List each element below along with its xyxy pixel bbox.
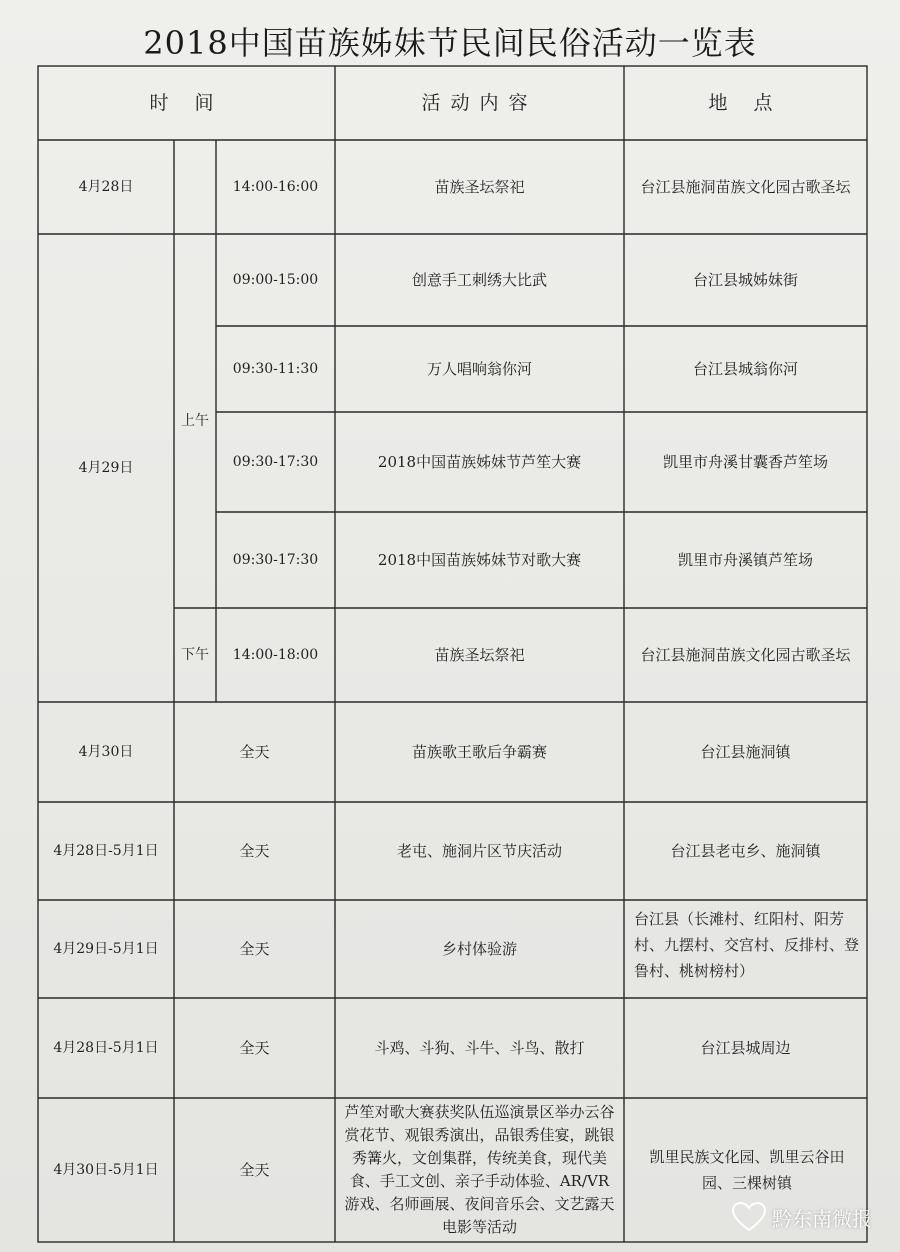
location-cell: 凯里市舟溪甘囊香芦笙场 bbox=[662, 453, 828, 471]
heart-logo-icon bbox=[732, 1202, 766, 1232]
header-location: 地 点 bbox=[708, 92, 783, 114]
watermark-text: 黔东南微报 bbox=[772, 1206, 872, 1231]
location-cell: 台江县老屯乡、施洞镇 bbox=[670, 842, 821, 860]
activity-cell: 斗鸡、斗狗、斗牛、斗鸟、散打 bbox=[374, 1039, 585, 1057]
date-cell: 4月28日-5月1日 bbox=[53, 843, 159, 859]
activity-cell: 万人唱响翁你河 bbox=[426, 360, 532, 378]
location-cell: 台江县施洞镇 bbox=[700, 743, 791, 761]
activity-cell: 苗族歌王歌后争霸赛 bbox=[411, 743, 547, 761]
time-cell: 09:30-11:30 bbox=[232, 361, 319, 377]
location-cell: 凯里民族文化园、凯里云谷田园、三棵树镇 bbox=[649, 1148, 845, 1192]
location-cell: 台江县（长滩村、红阳村、阳芳村、九摆村、交宫村、反排村、登鲁村、桃树榜村） bbox=[634, 910, 860, 980]
activity-cell: 老屯、施洞片区节庆活动 bbox=[396, 842, 562, 860]
time-cell: 14:00-18:00 bbox=[232, 647, 319, 663]
page-title: 2018中国苗族姊妹节民间民俗活动一览表 bbox=[143, 24, 757, 62]
date-cell: 4月30日 bbox=[78, 744, 134, 760]
date-cell: 4月29日-5月1日 bbox=[53, 941, 159, 957]
watermark bbox=[732, 1202, 872, 1232]
time-cell: 09:30-17:30 bbox=[232, 552, 319, 568]
period-cell-pm: 下午 bbox=[181, 647, 209, 663]
time-cell: 14:00-16:00 bbox=[232, 179, 319, 195]
activity-cell: 芦笙对歌大赛获奖队伍巡演景区举办云谷赏花节、观银秀演出，品银秀佳宴，跳银秀篝火，文创集群，传统美食，现代美食、手工文创、亲子手动体验、AR/VR游戏、名师画展、夜间音乐会、文艺露天电影等活动 bbox=[344, 1103, 615, 1236]
activity-cell: 2018中国苗族姊妹节芦笙大赛 bbox=[377, 453, 582, 471]
date-cell: 4月29日 bbox=[78, 460, 134, 476]
location-cell: 台江县城翁你河 bbox=[692, 360, 798, 378]
activity-cell: 乡村体验游 bbox=[441, 940, 517, 958]
activity-cell: 苗族圣坛祭祀 bbox=[434, 178, 525, 196]
time-cell: 全天 bbox=[239, 940, 270, 958]
header-time: 时 间 bbox=[149, 92, 224, 114]
activity-cell: 苗族圣坛祭祀 bbox=[434, 646, 525, 664]
location-cell: 凯里市舟溪镇芦笙场 bbox=[677, 551, 813, 569]
date-cell: 4月28日-5月1日 bbox=[53, 1040, 159, 1056]
time-cell: 全天 bbox=[239, 842, 270, 860]
date-cell: 4月28日 bbox=[78, 179, 134, 195]
location-cell: 台江县城周边 bbox=[700, 1039, 791, 1057]
time-cell: 全天 bbox=[239, 743, 270, 761]
activity-cell: 2018中国苗族姊妹节对歌大赛 bbox=[377, 551, 582, 569]
location-cell: 台江县城姊妹街 bbox=[692, 271, 798, 289]
time-cell: 09:00-15:00 bbox=[232, 272, 319, 288]
date-cell: 4月30日-5月1日 bbox=[53, 1162, 159, 1178]
time-cell: 09:30-17:30 bbox=[232, 454, 319, 470]
time-cell: 全天 bbox=[239, 1039, 270, 1057]
location-cell: 台江县施洞苗族文化园古歌圣坛 bbox=[640, 178, 851, 196]
activity-cell: 创意手工刺绣大比武 bbox=[411, 271, 547, 289]
time-cell: 全天 bbox=[239, 1161, 270, 1179]
header-activity: 活动内容 bbox=[421, 92, 538, 114]
period-cell-am: 上午 bbox=[181, 413, 209, 429]
location-cell: 台江县施洞苗族文化园古歌圣坛 bbox=[640, 646, 851, 664]
